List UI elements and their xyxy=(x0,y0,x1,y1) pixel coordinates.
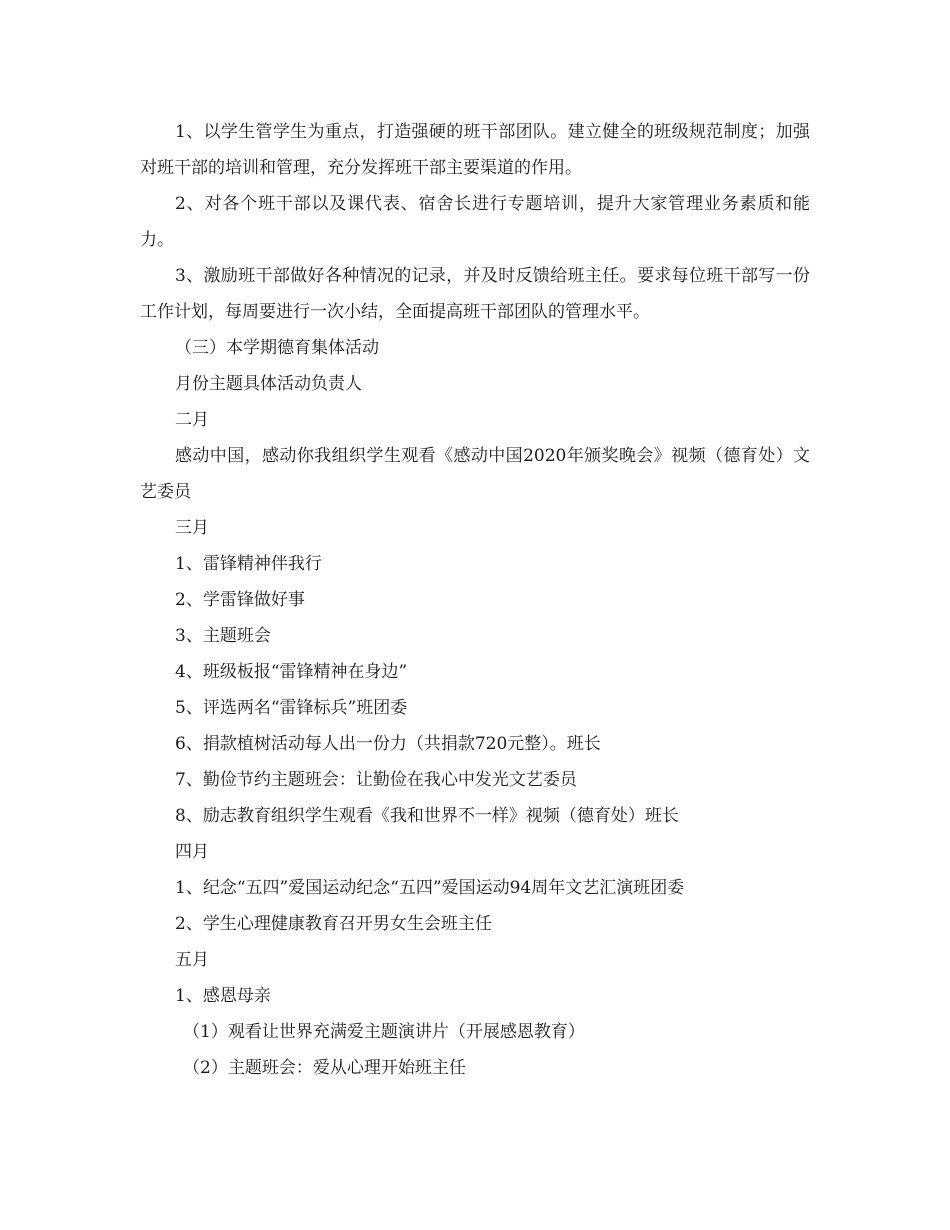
paragraph-2: 2、对各个班干部以及课代表、宿舍长进行专题培训，提升大家管理业务素质和能力。 xyxy=(140,194,810,250)
activity-may-1-sub-2: （2）主题班会：爱从心理开始班主任 xyxy=(183,1058,466,1078)
month-february: 二月 xyxy=(175,410,209,430)
month-may: 五月 xyxy=(175,950,209,970)
activity-march-5: 5、评选两名“雷锋标兵”班团委 xyxy=(175,698,408,718)
activity-march-8: 8、励志教育组织学生观看《我和世界不一样》视频（德育处）班长 xyxy=(175,806,679,826)
activity-march-7: 7、勤俭节约主题班会：让勤俭在我心中发光文艺委员 xyxy=(175,770,577,790)
month-april: 四月 xyxy=(175,842,209,862)
activity-february: 感动中国，感动你我组织学生观看《感动中国2020年颁奖晚会》视频（德育处）文艺委员 xyxy=(140,446,810,502)
activity-march-3: 3、主题班会 xyxy=(175,626,271,646)
table-header-line: 月份主题具体活动负责人 xyxy=(175,374,362,394)
month-march: 三月 xyxy=(175,518,209,538)
activity-may-1: 1、感恩母亲 xyxy=(175,986,271,1006)
section-heading: （三）本学期德育集体活动 xyxy=(175,338,379,358)
activity-april-2: 2、学生心理健康教育召开男女生会班主任 xyxy=(175,914,492,934)
document-body xyxy=(140,114,810,1086)
activity-march-6: 6、捐款植树活动每人出一份力（共捐款720元整）。班长 xyxy=(175,734,601,754)
activity-april-1: 1、纪念“五四”爱国运动纪念“五四”爱国运动94周年文艺汇演班团委 xyxy=(175,878,685,898)
activity-march-1: 1、雷锋精神伴我行 xyxy=(175,554,322,574)
activity-march-4: 4、班级板报“雷锋精神在身边” xyxy=(175,662,408,682)
activity-may-1-sub-1: （1）观看让世界充满爱主题演讲片（开展感恩教育） xyxy=(183,1022,585,1042)
activity-march-2: 2、学雷锋做好事 xyxy=(175,590,305,610)
paragraph-1: 1、以学生管学生为重点，打造强硬的班干部团队。建立健全的班级规范制度；加强对班干部的培训和管理，充分发挥班干部主要渠道的作用。 xyxy=(140,122,810,178)
paragraph-3: 3、激励班干部做好各种情况的记录，并及时反馈给班主任。要求每位班干部写一份工作计划，每周要进行一次小结，全面提高班干部团队的管理水平。 xyxy=(140,266,810,322)
